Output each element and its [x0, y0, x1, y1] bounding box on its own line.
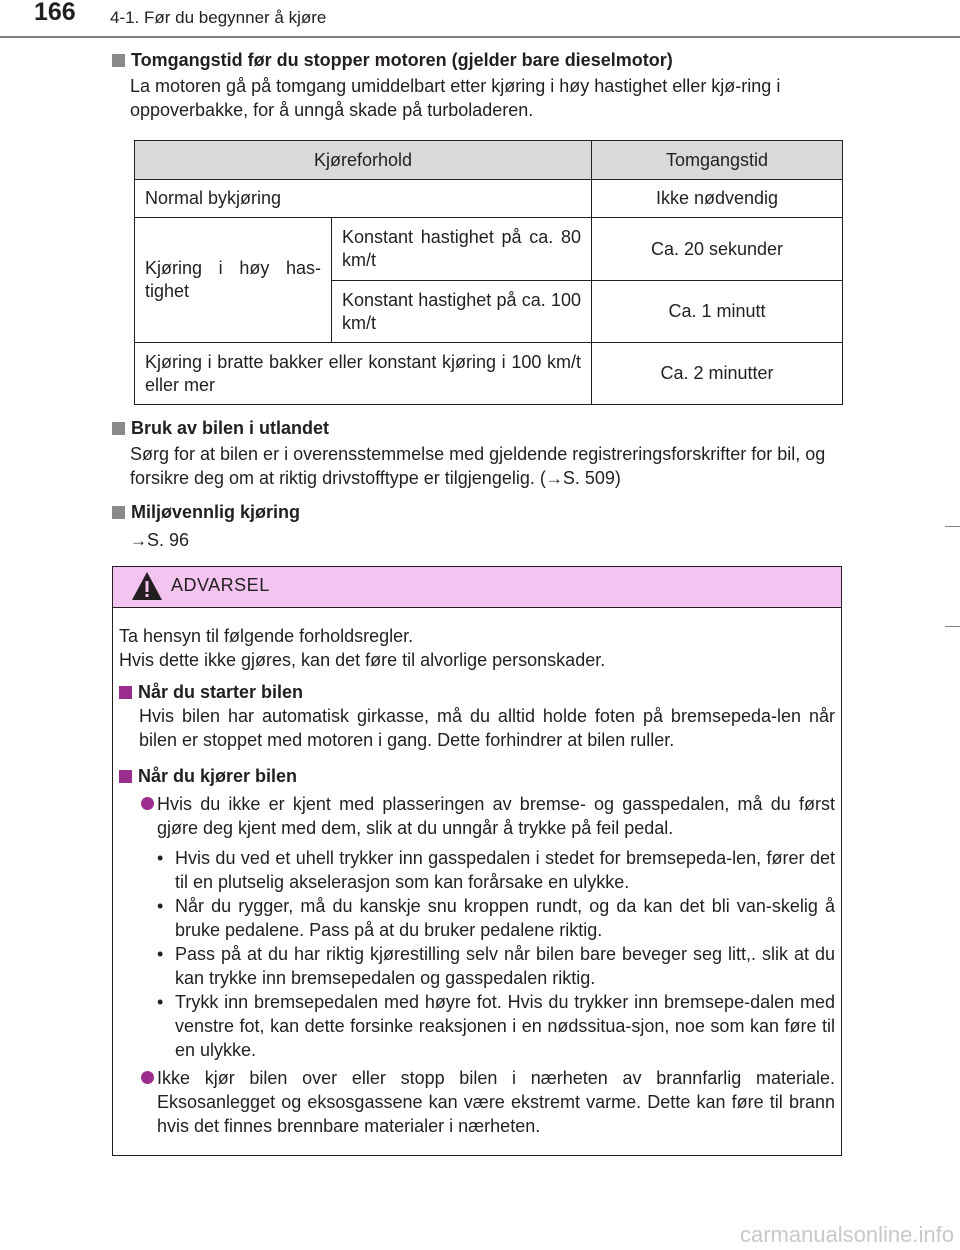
arrow-right-icon: →	[545, 469, 563, 488]
table-cell: Ca. 2 minutter	[592, 343, 843, 405]
warning-content	[113, 608, 841, 1138]
warning-subheading	[119, 764, 835, 788]
square-bullet-icon	[119, 686, 132, 699]
list-item	[119, 792, 835, 840]
section-heading	[112, 416, 842, 440]
warning-box	[112, 566, 842, 1156]
sub-list-item: • Når du rygger, må du kanskje snu kroppen rundt, og da kan det bli van-skelig å bruke pedalene. Pass på at du bruker pedalene riktig.	[157, 894, 835, 942]
section-heading-text: Miljøvennlig kjøring	[131, 502, 301, 522]
square-bullet-icon	[112, 422, 125, 435]
square-bullet-icon	[112, 506, 125, 519]
table-cell: Kjøring i bratte bakker eller konstant kjøring i 100 km/t eller mer	[135, 343, 592, 405]
table-cell: Kjøring i høy has-tighet	[135, 218, 332, 343]
section-heading-text: Tomgangstid før du stopper motoren (gjelder bare dieselmotor)	[131, 50, 673, 70]
warning-intro: Hvis dette ikke gjøres, kan det føre til alvorlige personskader.	[119, 650, 606, 670]
edge-mark	[945, 526, 960, 527]
warning-subheading	[119, 680, 835, 704]
list-item	[119, 1066, 835, 1138]
list-item-text: Ikke kjør bilen over eller stopp bilen i nærheten av brannfarlig materiale. Eksosanlegget og eksosgassene kan være ekstremt varme. Dette kan føre til brann hvis det finnes brennbare materialer i nærheten.	[157, 1068, 835, 1136]
table-row	[135, 218, 843, 281]
table-header-row	[135, 141, 843, 180]
warning-title: ADVARSEL	[171, 575, 270, 595]
warning-paragraph: Hvis bilen har automatisk girkasse, må du alltid holde foten på bremsepeda-len når bilen er stoppet med motoren i gang. Dette forhindrer at bilen ruller.	[139, 706, 835, 750]
section-heading	[112, 48, 842, 72]
page-reference-link[interactable]: S. 96	[147, 530, 190, 550]
table-cell: Ca. 20 sekunder	[592, 218, 843, 281]
column-header: Tomgangstid	[592, 141, 843, 180]
square-bullet-icon	[119, 770, 132, 783]
square-bullet-icon	[112, 54, 125, 67]
sub-list-item: • Pass på at du har riktig kjørestilling selv når bilen bare beveger seg litt,. slik at du kan trykke inn bremsepedalen og gasspedalen riktig.	[157, 942, 835, 990]
section-idle-time	[112, 48, 842, 122]
table-row	[135, 180, 843, 218]
circle-bullet-icon	[141, 797, 154, 810]
idle-time-table	[134, 140, 843, 405]
section-heading	[112, 500, 842, 524]
table-row	[135, 343, 843, 405]
warning-intro: Ta hensyn til følgende forholdsregler.	[119, 626, 414, 646]
table-cell: Normal bykjøring	[135, 180, 592, 218]
arrow-right-icon: →	[130, 531, 147, 550]
table-cell: Ikke nødvendig	[592, 180, 843, 218]
warning-subheading-text: Når du starter bilen	[138, 682, 304, 702]
column-header: Kjøreforhold	[135, 141, 592, 180]
section-body	[130, 442, 842, 491]
chapter-title: 4-1. Før du begynner å kjøre	[110, 8, 327, 27]
table-cell: Konstant hastighet på ca. 100 km/t	[332, 281, 592, 343]
watermark-brand: carmanualsonline.info	[739, 1222, 954, 1247]
sub-list	[157, 846, 835, 1062]
sub-list-item: • Hvis du ved et uhell trykker inn gasspedalen i stedet for bremsepeda-len, fører det til en plutselig akselerasjon som kan forårsake en ulykke.	[157, 846, 835, 894]
edge-mark	[945, 626, 960, 627]
body-text: Sørg for at bilen er i overensstemmelse med gjeldende registreringsforskrifter for bil, og forsikre deg om at riktig drivstofftype er tilgjengelig. (	[130, 444, 826, 488]
circle-bullet-icon	[141, 1071, 154, 1084]
page-number: 166	[34, 0, 76, 26]
warning-header	[113, 567, 841, 608]
section-abroad	[112, 416, 842, 491]
warning-subheading-text: Når du kjører bilen	[138, 766, 298, 786]
section-body: La motoren gå på tomgang umiddelbart etter kjøring i høy hastighet eller kjø-ring i oppoverbakke, for å unngå skade på turboladeren.	[130, 76, 781, 120]
section-heading-text: Bruk av bilen i utlandet	[131, 418, 330, 438]
section-eco-driving	[112, 500, 842, 553]
list-item-text: Hvis du ikke er kjent med plasseringen av bremse- og gasspedalen, må du først gjøre deg kjent med dem, slik at du unngår å trykke på feil pedal.	[157, 794, 835, 838]
table-cell: Ca. 1 minutt	[592, 281, 843, 343]
page-reference-link[interactable]: S. 509)	[562, 468, 621, 488]
section-body	[130, 528, 842, 553]
table-cell: Konstant hastighet på ca. 80 km/t	[332, 218, 592, 281]
header-rule	[0, 36, 960, 38]
sub-list-item: • Trykk inn bremsepedalen med høyre fot. Hvis du trykker inn bremsepe-dalen med venstre fot, kan dette forsinke reaksjonen i en nødssitua-sjon, noe som kan føre til en ulykke.	[157, 990, 835, 1062]
warning-triangle-icon	[131, 571, 163, 601]
